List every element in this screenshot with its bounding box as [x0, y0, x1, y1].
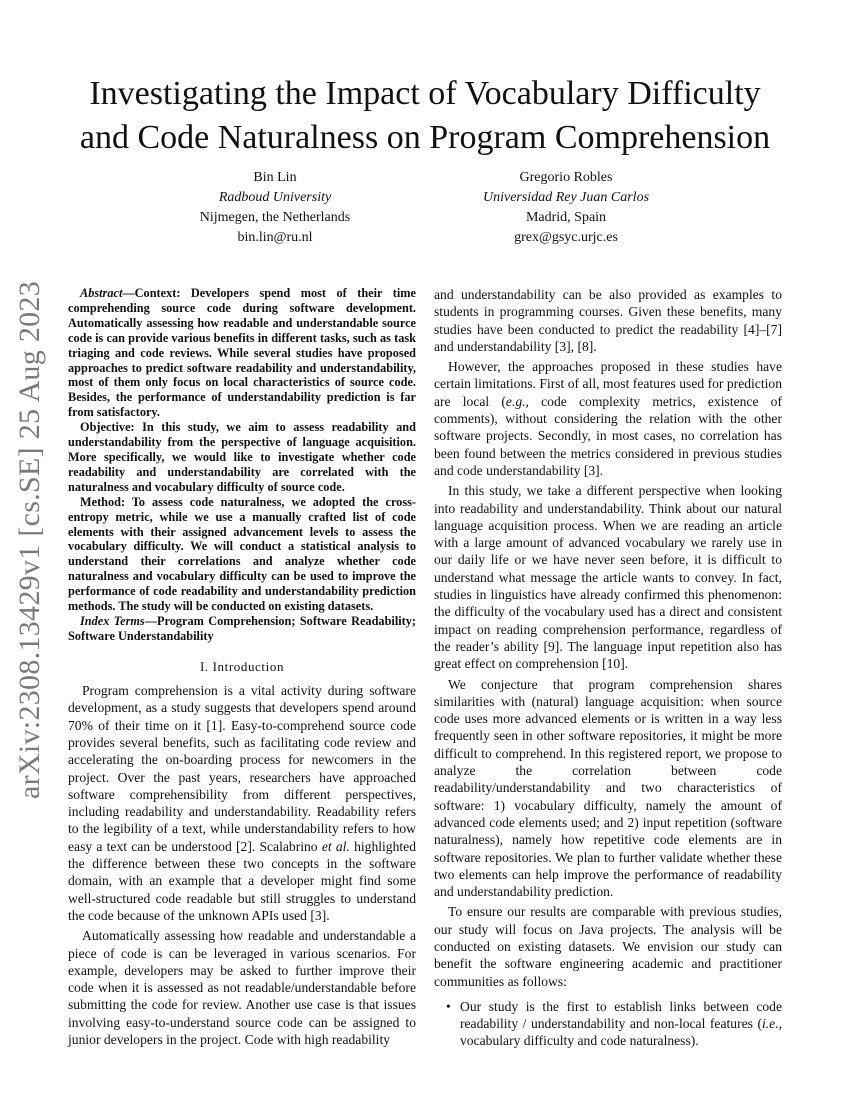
author-block-1 [125, 168, 425, 248]
paragraph: To ensure our results are comparable with previous studies, our study will focus on Java projects. The analysis will be conducted on existing datasets. We envision our study can benefit the software engineering academic and practitioner communities as follows: [434, 904, 782, 989]
index-terms: Index Terms—Program Comprehension; Software Readability; Software Understandability [68, 613, 416, 643]
paper-title-line-1: Investigating the Impact of Vocabulary Difficulty [89, 75, 761, 112]
author-name: Gregorio Robles [519, 170, 613, 185]
bullet-icon: • [446, 998, 451, 1014]
list-item [434, 998, 782, 1050]
abstract [68, 286, 416, 644]
paragraph: Program comprehension is a vital activity during software development, as a study suggests that developers spend around 70% of their time on it [1]. Easy-to-comprehend source code provides several benefits, such as facilitating code review and accelerating the on-boarding process for newcomers in the project. Over the past years, researchers have approached software comprehensibility from different perspectives, including readability and understandability. Readability refers to the legibility of a text, while understandability refers to how easy a text can be understood [2]. Scalabrino et al. highlighted the difference between these two concepts in the software domain, with an example that a developer might find some well-structured code readable but still struggles to understand the code because of the unknown APIs used [3]. [68, 683, 417, 923]
abstract-method: Method: To assess code naturalness, we adopted the cross-entropy metric, while we use a manually crafted list of code elements with their assigned advancement levels to assess the vocabulary difficulty. We will conduct a statistical analysis to understand their correlations and analyze whether code naturalness and vocabulary difficulty can be used to improve the performance of code readability and understandability prediction methods. The study will be conducted on existing datasets. [68, 494, 416, 614]
arxiv-sidebar-stamp [4, 280, 56, 800]
paragraph: and understandability can be also provided as examples to students in programming courses. Given these benefits, many studies have been conducted to predict the readability [4]–[7] and understandability [3], [8]. [434, 287, 782, 354]
index-terms-label: Index Terms [80, 613, 145, 628]
section-heading: I. Introduction [199, 658, 285, 674]
author-email: grex@gsyc.urjc.es [514, 230, 618, 245]
left-column [68, 286, 416, 1048]
author-affiliation: Universidad Rey Juan Carlos [482, 190, 650, 205]
author-email: bin.lin@ru.nl [237, 230, 313, 245]
paper-title-line-2: and Code Naturalness on Program Comprehension [79, 119, 771, 156]
paper-title [60, 72, 790, 160]
author-location: Nijmegen, the Netherlands [199, 210, 351, 225]
paragraph: In this study, we take a different perspective when looking into readability and understandability. Think about our natural language acquisition process. When we are reading an article with a large amount of advanced vocabulary we rarely use in our daily life or we have never seen before, it is difficult to understand what message the article wants to convey. In fact, studies in linguistics have already confirmed this phenomenon: the difficulty of the vocabulary used has a direct and consistent impact on reading comprehension performance, regardless of the reader’s ability [9]. The language input repetition also has great effect on comprehension [10]. [434, 483, 782, 672]
abstract-objective: Objective: In this study, we aim to assess readability and understandability from the perspective of language acquisition. More specifically, we would like to investigate whether code readability and understandability are correlated with the naturalness and vocabulary difficulty of source code. [68, 420, 416, 494]
paragraph: However, the approaches proposed in these studies have certain limitations. First of all, most features used for prediction are local (e.g., code complexity metrics, existence of comments), without considering the relation with the other software projects. Secondly, in most cases, no correlation has been found between the metrics considered in previous studies and code understandability [3]. [434, 359, 782, 478]
introduction-body [68, 682, 416, 1048]
abstract-label: Abstract [80, 286, 123, 300]
author-affiliation: Radboud University [218, 190, 332, 205]
abstract-context: Abstract—Context: Developers spend most of their time comprehending source code during software development. Automatically assessing how readable and understandable source code is can provide various benefits in different tasks, such as task triaging and code reviews. While several studies have proposed approaches to predict software readability and understandability, most of them only focus on local characteristics of source code. Besides, the performance of understandability prediction is far from satisfactory. [68, 286, 416, 420]
list-item-text: Our study is the first to establish links between code readability / understandability and non-local features (i.e., vocabulary difficulty and code naturalness). [460, 998, 782, 1049]
paragraph: Automatically assessing how readable and understandable a piece of code is can be leveraged in various scenarios. For example, developers may be asked to further improve their code when it is assessed as not readable/understandable before submitting the code for review. Another use case is that issues involving easy-to-understand source code can be assigned to junior developers in the project. Code with high readability [68, 928, 416, 1047]
author-block-2 [416, 168, 716, 248]
paragraph: We conjecture that program comprehension shares similarities with (natural) language acquisition: when source code uses more advanced elements or is written in a way less frequently seen in other software repositories, it might be more difficult to comprehend. In this registered report, we propose to analyze the correlation between code readability/understandability and two characteristics of software: 1) vocabulary difficulty, namely the amount of advanced code elements used; and 2) input repetition (software naturalness), namely how repetitive code elements are in software repositories. We plan to further validate whether these two elements can help improve the performance of readability and understandability prediction. [434, 676, 782, 900]
author-location: Madrid, Spain [525, 210, 607, 225]
arxiv-identifier: arXiv:2308.13429v1 [cs.SE] 25 Aug 2023 [13, 280, 46, 800]
right-column [434, 286, 782, 1050]
author-name: Bin Lin [253, 170, 297, 185]
